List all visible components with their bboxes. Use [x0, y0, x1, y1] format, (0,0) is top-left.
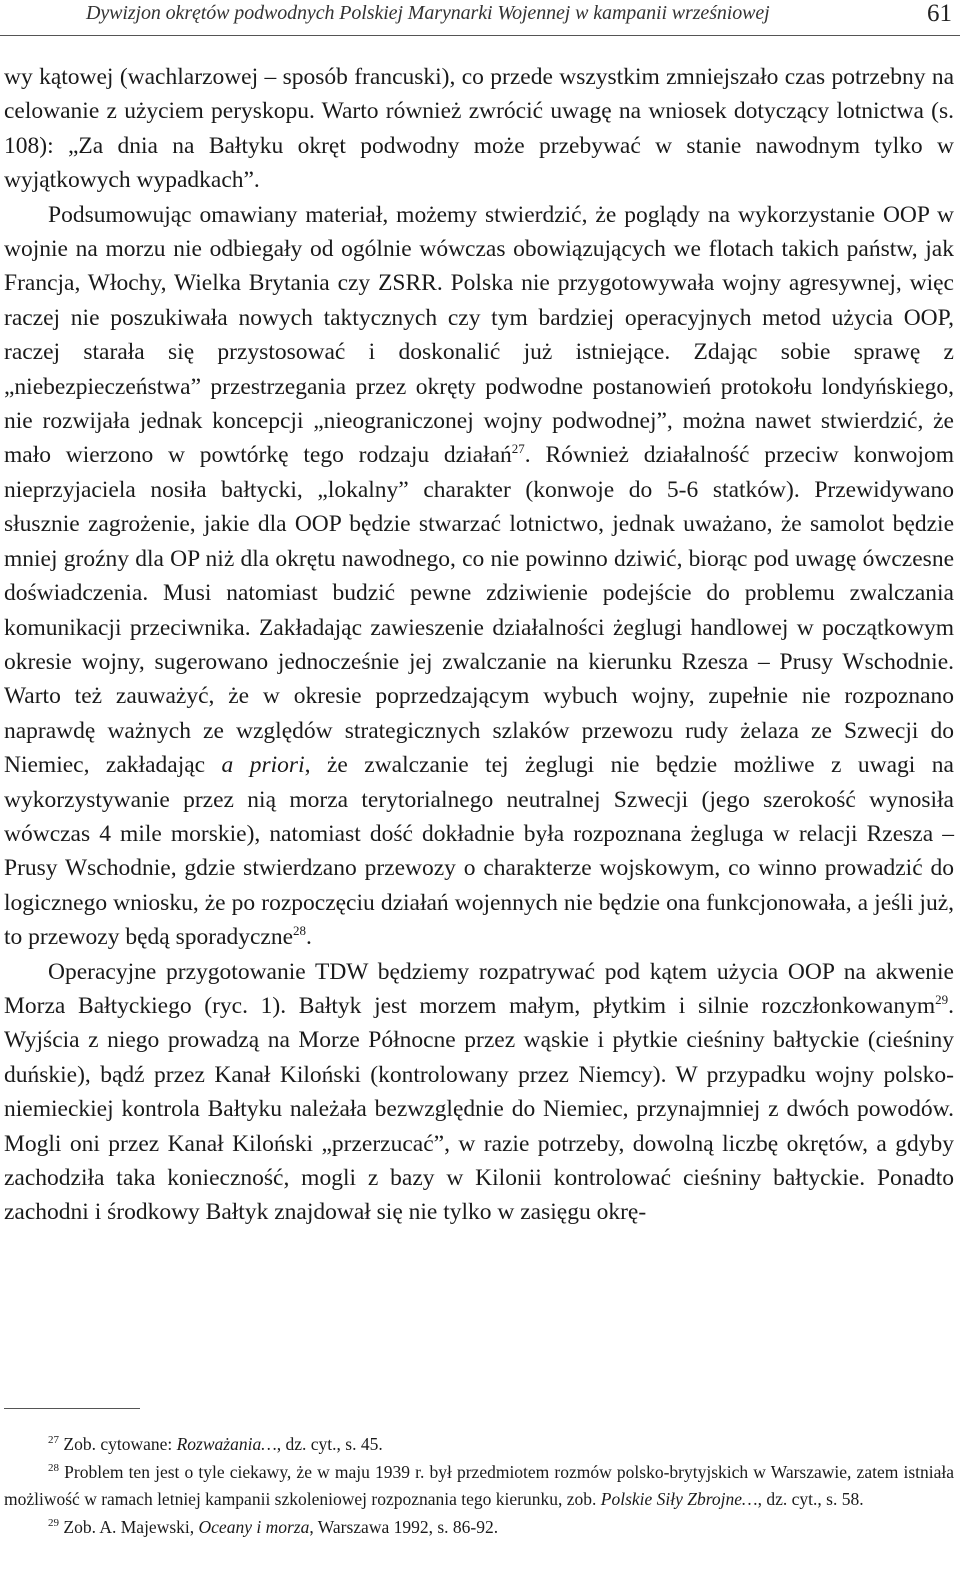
- paragraph-2-text-a: Podsumowując omawiany materiał, możemy stwierdzić, że poglądy na wykorzystanie OOP w wojnie na morzu nie odbiegały od ogólnie wówczas obowiązujących we flotach takich państw, jak Francja, Włochy, Wielka Brytania czy ZSRR. Polska nie przygotowywała wojny agresywnej, więc raczej nie poszukiwała nowych taktycznych czy tym bardziej operacyjnych metod użycia OOP, raczej starała się przystosować i doskonalić już istniejące. Zdając sobie sprawę z „niebezpieczeństwa” przestrzegania przez okręty podwodne postanowień protokołu londyńskiego, nie rozwijała jednak koncepcji „nieograniczonej wojny podwodnej”, można nawet stwierdzić, że mało wierzono w powtórkę tego rodzaju działań: [4, 201, 954, 469]
- paragraph-2-text-d: .: [306, 924, 312, 951]
- footnote-number: 29: [48, 1516, 59, 1529]
- footnote-text: , dz. cyt., s. 45.: [276, 1434, 383, 1454]
- footnote-italic: Rozważania…: [176, 1434, 277, 1454]
- footnote-ref-29[interactable]: 29: [935, 991, 949, 1007]
- footnote-separator: [4, 1408, 140, 1409]
- footnote-text: , Warszawa 1992, s. 86-92.: [309, 1516, 499, 1537]
- paragraph-1: [4, 60, 954, 198]
- footnote-italic: Oceany i morza: [198, 1516, 310, 1537]
- page-header: [0, 0, 960, 36]
- footnotes: [4, 1431, 954, 1541]
- footnote-text: Zob. A. Majewski,: [63, 1516, 199, 1537]
- italic-phrase: a priori: [221, 752, 305, 779]
- footnote-ref-28[interactable]: 28: [293, 923, 307, 939]
- paragraph-3-text-a: Operacyjne przygotowanie TDW będziemy rozpatrywać pod kątem użycia OOP na akwenie Morza Bałtyckiego (ryc. 1). Bałtyk jest morzem małym, płytkim i silnie rozczłonkowanym: [4, 958, 954, 1019]
- footnote-27: [4, 1431, 954, 1459]
- footnote-italic: Polskie Siły Zbrojne…: [600, 1489, 758, 1510]
- footnote-29: [4, 1514, 954, 1542]
- footnote-text: Zob. cytowane:: [63, 1434, 177, 1454]
- paragraph-2: [4, 198, 954, 955]
- footnote-28: [4, 1459, 954, 1514]
- paragraph-2-text-c: , że zwalczanie tej żeglugi nie będzie możliwe z uwagi na wykorzystywanie przez nią morza terytorialnego neutralnej Szwecji (jego szerokość wynosiła wówczas 4 mile morskie), natomiast dość dokładnie była rozpoznana żegluga w relacji Rzesza – Prusy Wschodnie, gdzie stwierdzano przewozy o charakterze wojskowym, co winno prowadzić do logicznego wniosku, że po rozpoczęciu działań wojennych nie będzie ona funkcjonowała, a jeśli już, to przewozy będą sporadyczne: [4, 752, 954, 951]
- running-title: Dywizjon okrętów podwodnych Polskiej Marynarki Wojennej w kampanii wrześniowej: [86, 2, 770, 24]
- footnote-text: Problem ten jest o tyle ciekawy, że w maju 1939 r. był przedmiotem rozmów polsko-brytyjskich w Warszawie, zatem istniała możliwość w ramach letniej kampanii szkoleniowej rozpoznania tego kierunku, zob.: [4, 1461, 954, 1510]
- paragraph-1-text: wy kątowej (wachlarzowej – sposób francuski), co przede wszystkim zmniejszało czas potrzebny na celowanie z użyciem peryskopu. Warto również zwrócić uwagę na wniosek dotyczący lotnictwa (s. 108): „Za dnia na Bałtyku okręt podwodny może przebywać w stanie nawodnym tylko w wyjątkowych wypadkach”.: [4, 64, 954, 194]
- header-rule: [0, 35, 960, 36]
- body-text: [4, 60, 954, 1230]
- footnote-text: , dz. cyt., s. 58.: [757, 1489, 864, 1510]
- paragraph-3: [4, 955, 954, 1230]
- paragraph-3-text-b: . Wyjścia z niego prowadzą na Morze Północne przez wąskie i płytkie cieśniny bałtyckie (cieśniny duńskie), bądź przez Kanał Kiloński (kontrolowany przez Niemcy). W przypadku wojny polsko-niemieckiej kontrola Bałtyku należała bezwzględnie do Niemiec, przynajmniej z dwóch powodów. Mogli oni przez Kanał Kiloński „przerzucać”, w razie potrzeby, dowolną liczbę okrętów, a gdyby zachodziła taka konieczność, mogli z bazy w Kilonii kontrolować cieśniny bałtyckie. Ponadto zachodni i środkowy Bałtyk znajdował się nie tylko w zasięgu okrę-: [4, 992, 954, 1226]
- footnote-number: 28: [48, 1461, 59, 1474]
- page-number: 61: [927, 0, 952, 27]
- paragraph-2-text-b: . Również działalność przeciw konwojom nieprzyjaciela nosiła bałtycki, „lokalny” charakter (konwoje do 5-6 statków). Przewidywano słusznie zagrożenie, jakie dla OOP będzie stwarzać lotnictwo, jednak uważano, że samolot będzie mniej groźny dla OP niż dla okrętu nawodnego, co nie powinno dziwić, biorąc pod uwagę ówczesne doświadczenia. Musi natomiast budzić pewne zdziwienie podejście do problemu zwalczania komunikacji przeciwnika. Zakładając zawieszenie działalności żeglugi handlowej w początkowym okresie wojny, sugerowano jednocześnie jej zwalczanie na kierunku Rzesza – Prusy Wschodnie. Warto też zauważyć, że w okresie poprzedzającym wybuch wojny, zupełnie nie rozpoznano naprawdę ważnych ze względów strategicznych szlaków przewozu rudy żelaza ze Szwecji do Niemiec, zakładając: [4, 442, 954, 779]
- footnote-ref-27[interactable]: 27: [511, 441, 525, 457]
- footnote-number: 27: [48, 1434, 59, 1446]
